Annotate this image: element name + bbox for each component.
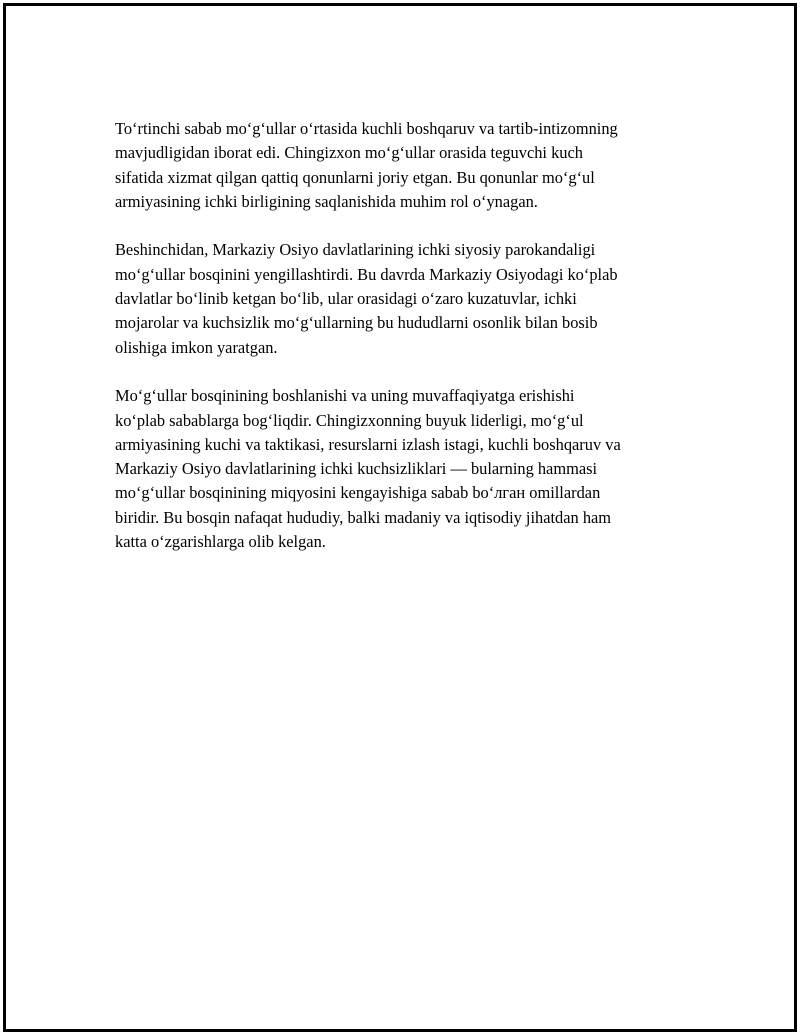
text-line: armiyasining ichki birligining saqlanishida muhim rol o‘ynagan. (115, 191, 538, 211)
text-line: armiyasining kuchi va taktikasi, resurslarni izlash istagi, kuchli boshqaruv va (115, 434, 621, 454)
text-line: To‘rtinchi sabab mo‘g‘ullar o‘rtasida kuchli boshqaruv va tartib-intizomning (115, 119, 618, 138)
text-line: mo‘g‘ullar bosqinining miqyosini kengayishiga sabab bo‘лган omillardan (115, 483, 601, 503)
text-line: mavjudligidan iborat edi. Chingizxon mo‘g‘ullar orasida teguvchi kuch (115, 143, 583, 163)
paragraph-1 (115, 117, 695, 214)
paragraph-3 (115, 384, 695, 554)
text-line: katta o‘zgarishlarga olib kelgan. (115, 532, 326, 552)
text-line: biridir. Bu bosqin nafaqat hududiy, balki madaniy va iqtisodiy jihatdan ham (115, 507, 612, 527)
document-body (115, 117, 695, 579)
text-line: olishiga imkon yaratgan. (115, 337, 278, 357)
text-line: Beshinchidan, Markaziy Osiyo davlatlarining ichki siyosiy parokandaligi (115, 240, 596, 260)
text-line: Markaziy Osiyo davlatlarining ichki kuchsizliklari — bularning hammasi (115, 459, 598, 479)
text-line: ko‘plab sabablarga bog‘liqdir. Chingizxonning buyuk liderligi, mo‘g‘ul (115, 410, 584, 430)
text-line: sifatida xizmat qilgan qattiq qonunlarni joriy etgan. Bu qonunlar mo‘g‘ul (115, 167, 595, 187)
text-line: mojarolar va kuchsizlik mo‘g‘ullarning bu hududlarni osonlik bilan bosib (115, 313, 598, 333)
text-line: davlatlar bo‘linib ketgan bo‘lib, ular orasidagi o‘zaro kuzatuvlar, ichki (115, 289, 577, 309)
text-line: Mo‘g‘ullar bosqinining boshlanishi va uning muvaffaqiyatga erishishi (115, 386, 575, 406)
text-line: mo‘g‘ullar bosqinini yengillashtirdi. Bu davrda Markaziy Osiyodagi ko‘plab (115, 264, 618, 284)
paragraph-2 (115, 238, 695, 359)
